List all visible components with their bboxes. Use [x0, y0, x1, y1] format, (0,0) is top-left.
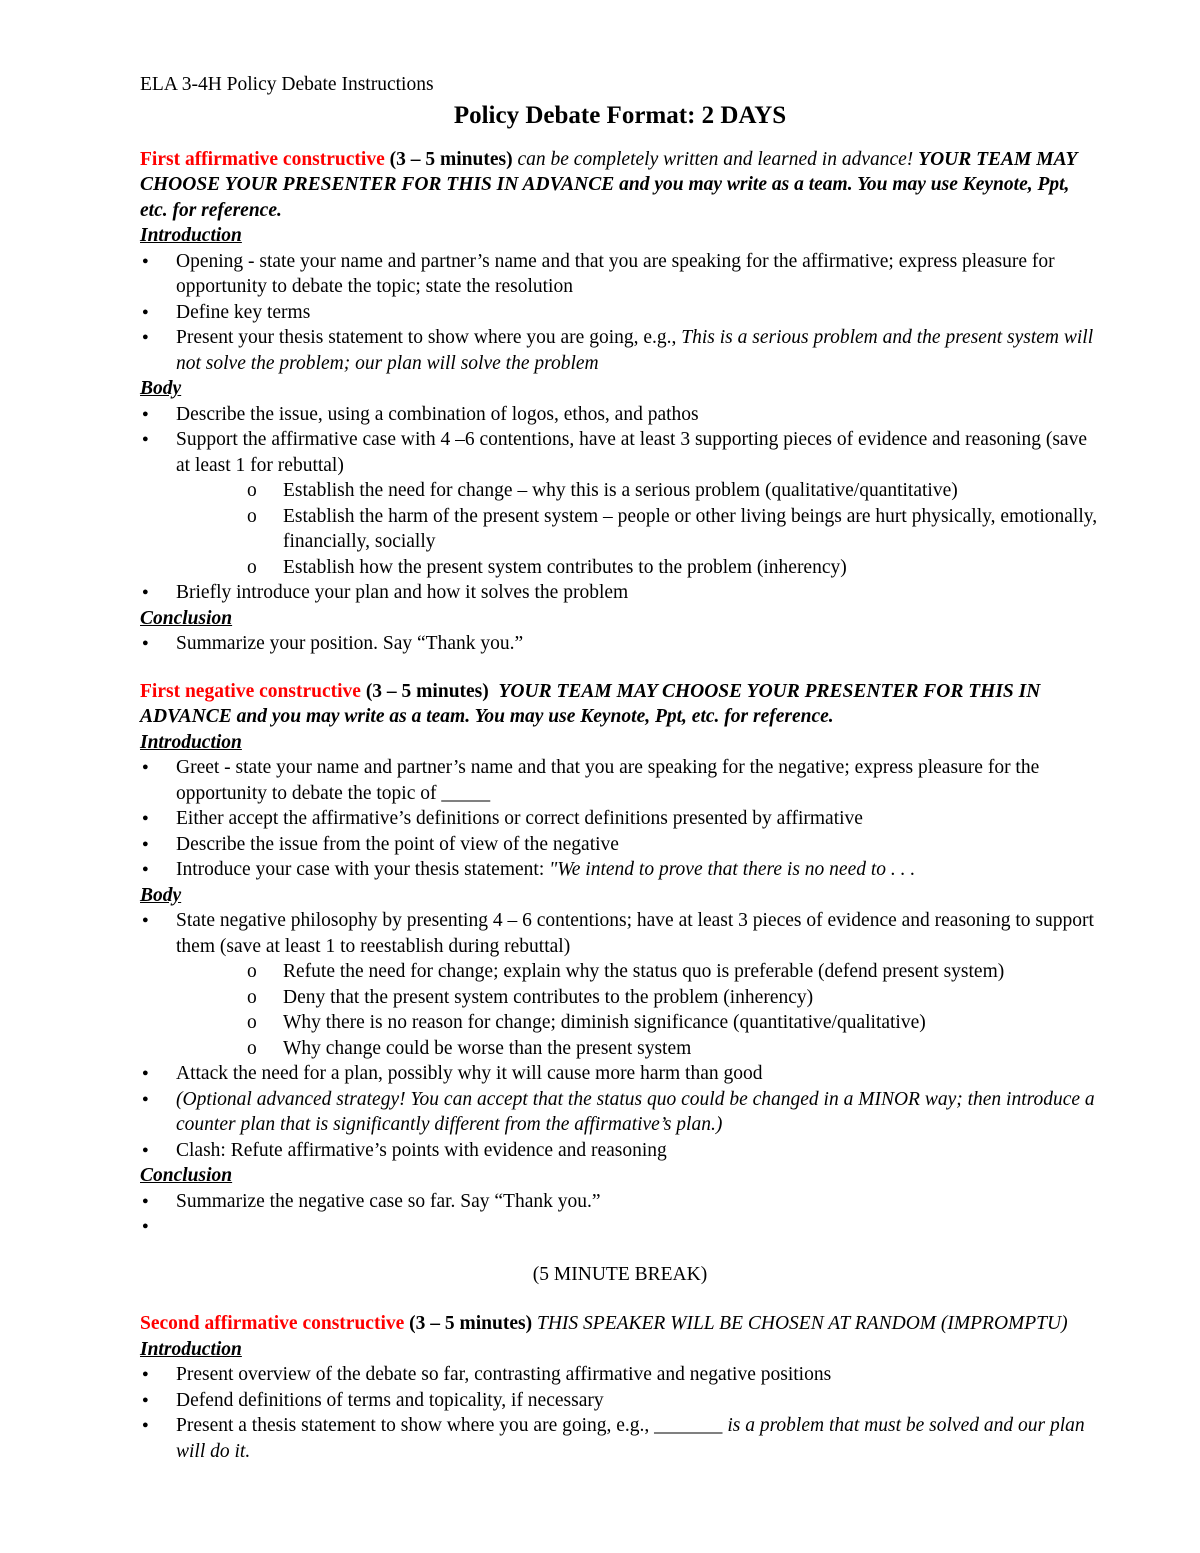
list-item-empty	[140, 1214, 1100, 1240]
bullet-list	[140, 402, 1100, 479]
sub-list-item: o Why there is no reason for change; diminish significance (quantitative/qualitative)	[140, 1010, 1100, 1036]
list-item: ● Present overview of the debate so far, contrasting affirmative and negative positions	[140, 1362, 1100, 1388]
list-item: ● Either accept the affirmative’s definitions or correct definitions presented by affirmative	[140, 806, 1100, 832]
section-first-negative	[140, 679, 1100, 1240]
subheading-conclusion: Conclusion	[140, 607, 233, 629]
subheading-introduction: Introduction	[140, 731, 242, 753]
subheading-body: Body	[140, 378, 182, 399]
section-time: (3 – 5 minutes)	[389, 148, 513, 170]
section-time: (3 – 5 minutes)	[365, 680, 489, 702]
sub-list-item: o Establish how the present system contributes to the problem (inherency)	[140, 555, 1100, 581]
item-italic-text: "We intend to prove that there is no need to . . .	[549, 859, 916, 880]
list-item	[140, 857, 1100, 883]
subheading-introduction: Introduction	[140, 225, 242, 246]
sub-list-item: o Establish the harm of the present system – people or other living beings are hurt physically, emotionally, financially, socially	[140, 504, 1100, 555]
page-title: Policy Debate Format: 2 DAYS	[453, 101, 787, 129]
section-heading	[140, 679, 1100, 730]
document-page	[140, 72, 1100, 1486]
list-item: ● (Optional advanced strategy! You can accept that the status quo could be changed in a MINOR way; then introduce a counter plan that is significantly different from the affirmative’s plan.)	[140, 1087, 1100, 1138]
list-item: ● State negative philosophy by presenting 4 – 6 contentions; have at least 3 pieces of evidence and reasoning to support them (save at least 1 to reestablish during rebuttal)	[140, 908, 1100, 959]
section-first-affirmative	[140, 147, 1100, 657]
list-item: ● Attack the need for a plan, possibly why it will cause more harm than good	[140, 1061, 1100, 1087]
subheading-conclusion: Conclusion	[140, 1165, 233, 1186]
bullet-list	[140, 631, 1100, 657]
sub-list-item: o Establish the need for change – why this is a serious problem (qualitative/quantitative)	[140, 478, 1100, 504]
bullet-list	[140, 249, 1100, 377]
list-item: ● Briefly introduce your plan and how it solves the problem	[140, 580, 1100, 606]
sub-bullet-list	[140, 478, 1100, 580]
item-italic-text: This is a serious problem and the present system will not solve the problem; our plan will solve the problem	[176, 327, 1094, 374]
bullet-list	[140, 1189, 1100, 1240]
list-item: ● Describe the issue, using a combination of logos, ethos, and pathos	[140, 402, 1100, 428]
item-text: Present a thesis statement to show where you are going, e.g., _______	[176, 1415, 723, 1436]
bullet-list	[140, 1061, 1100, 1163]
sub-bullet-list	[140, 959, 1100, 1061]
section-note-bold: YOUR TEAM MAY CHOOSE YOUR PRESENTER FOR THIS IN ADVANCE and you may write as a team. You may use Keynote, Ppt, etc. for reference.	[140, 680, 1041, 727]
break-notice: (5 MINUTE BREAK)	[532, 1263, 708, 1285]
list-item: ● Opening - state your name and partner’s name and that you are speaking for the affirmative; express pleasure for opportunity to debate the topic; state the resolution	[140, 249, 1100, 300]
list-item	[140, 325, 1100, 376]
item-text: Present your thesis statement to show where you are going, e.g.,	[176, 327, 677, 348]
section-note-italic: THIS SPEAKER WILL BE CHOSEN AT RANDOM (IMPROMPTU)	[536, 1313, 1068, 1334]
document-header: ELA 3-4H Policy Debate Instructions	[140, 74, 434, 95]
bullet-list	[140, 580, 1100, 606]
bullet-list	[140, 755, 1100, 883]
section-heading	[140, 147, 1100, 224]
list-item: ● Greet - state your name and partner’s name and that you are speaking for the negative; express pleasure for the opportunity to debate the topic of _____	[140, 755, 1100, 806]
sub-list-item: o Deny that the present system contributes to the problem (inherency)	[140, 985, 1100, 1011]
bullet-list	[140, 908, 1100, 959]
section-note-italic: can be completely written and learned in advance!	[517, 148, 914, 170]
section-title: First affirmative constructive	[140, 148, 385, 170]
bullet-list	[140, 1362, 1100, 1464]
section-second-affirmative	[140, 1311, 1100, 1464]
list-item: ● Summarize the negative case so far. Say “Thank you.”	[140, 1189, 1100, 1215]
subheading-introduction: Introduction	[140, 1338, 242, 1360]
list-item: ● Define key terms	[140, 300, 1100, 326]
item-italic-text: is a problem that must be solved and our plan will do it.	[176, 1415, 1085, 1462]
list-item: ● Describe the issue from the point of view of the negative	[140, 832, 1100, 858]
section-note-bold: YOUR TEAM MAY CHOOSE YOUR PRESENTER FOR THIS IN ADVANCE and you may write as a team. You may use Keynote, Ppt, etc. for reference.	[140, 148, 1077, 221]
sub-list-item: o Refute the need for change; explain why the status quo is preferable (defend present system)	[140, 959, 1100, 985]
list-item	[140, 1413, 1100, 1464]
section-title: Second affirmative constructive	[140, 1313, 405, 1334]
list-item: ● Summarize your position. Say “Thank you.”	[140, 631, 1100, 657]
section-heading	[140, 1311, 1100, 1337]
section-title: First negative constructive	[140, 680, 361, 702]
list-item: ● Defend definitions of terms and topicality, if necessary	[140, 1388, 1100, 1414]
item-text: Introduce your case with your thesis statement:	[176, 859, 545, 880]
list-item: ● Clash: Refute affirmative’s points with evidence and reasoning	[140, 1138, 1100, 1164]
sub-list-item: o Why change could be worse than the present system	[140, 1036, 1100, 1062]
section-time: (3 – 5 minutes)	[409, 1313, 533, 1334]
list-item: ● Support the affirmative case with 4 –6 contentions, have at least 3 supporting pieces of evidence and reasoning (save at least 1 for rebuttal)	[140, 427, 1100, 478]
subheading-body: Body	[140, 884, 182, 906]
